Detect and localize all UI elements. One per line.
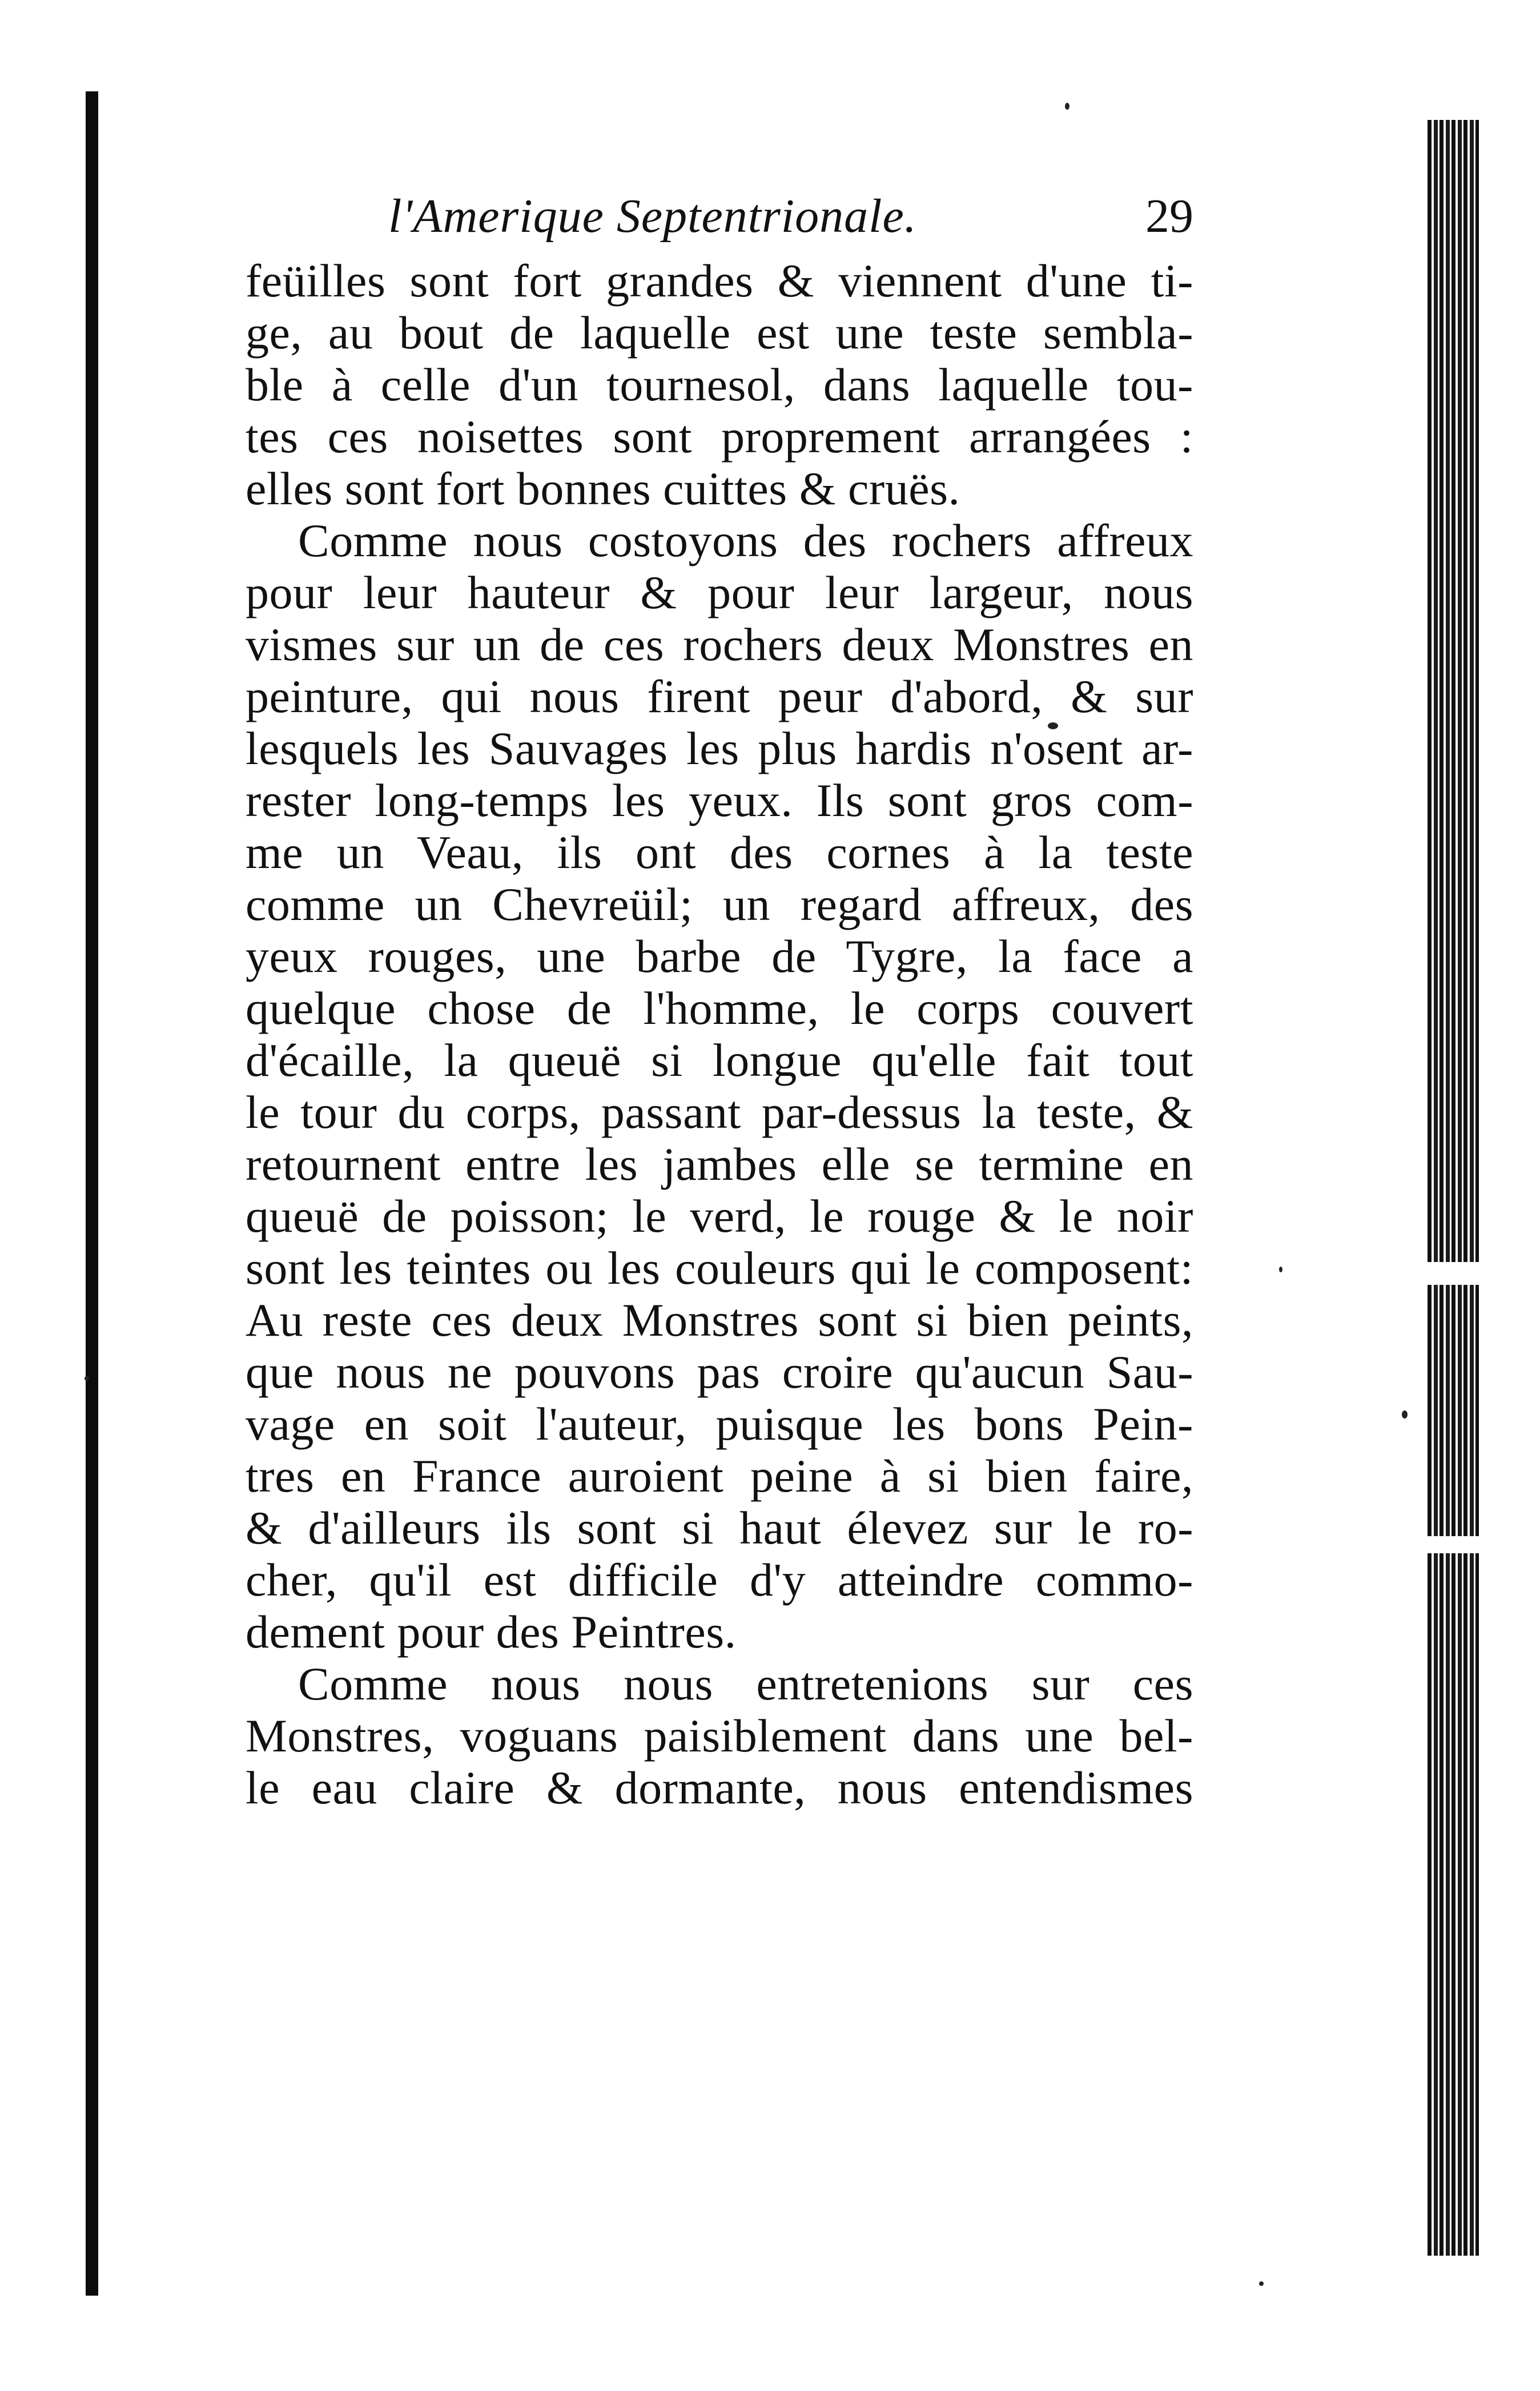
- text-line: tres en France auroient peine à si bien faire,: [246, 1450, 1193, 1502]
- text-line: lesquels les Sauvages les plus hardis n'osent ar-: [246, 722, 1193, 774]
- text-line: peinture, qui nous firent peur d'abord, & sur: [246, 670, 1193, 722]
- text-line: elles sont fort bonnes cuittes & cruës.: [246, 463, 960, 515]
- paragraph: [246, 1658, 1193, 1814]
- paragraph: [246, 255, 1193, 515]
- text-line: vage en soit l'auteur, puisque les bons Pein-: [246, 1398, 1193, 1450]
- page-number: 29: [1145, 190, 1193, 243]
- text-line: pour leur hauteur & pour leur largeur, nous: [246, 566, 1193, 618]
- scan-speck: [1279, 1267, 1282, 1272]
- paragraph: [246, 515, 1193, 1658]
- text-line: que nous ne pouvons pas croire qu'aucun Sau-: [246, 1346, 1193, 1398]
- text-line: & d'ailleurs ils sont si haut élevez sur le ro-: [246, 1502, 1193, 1554]
- text-line: retournent entre les jambes elle se termine en: [246, 1138, 1193, 1190]
- text-line: comme un Chevreüil; un regard affreux, des: [246, 878, 1193, 930]
- scan-speck: [1065, 103, 1069, 110]
- text-line: le eau claire & dormante, nous entendismes: [246, 1762, 1193, 1814]
- text-line: d'écaille, la queuë si longue qu'elle fait tout: [246, 1034, 1193, 1086]
- text-line: rester long-temps les yeux. Ils sont gros com-: [246, 774, 1193, 826]
- running-title: l'Amerique Septentrionale.: [388, 190, 917, 243]
- running-head: [246, 188, 1193, 251]
- scan-edge-left: [86, 91, 98, 2296]
- scan-speck: [1259, 2281, 1264, 2286]
- text-line: feüilles sont fort grandes & viennent d'une ti-: [246, 255, 1193, 307]
- text-line: vismes sur un de ces rochers deux Monstres en: [246, 618, 1193, 670]
- text-line: le tour du corps, passant par-dessus la teste, &: [246, 1086, 1193, 1138]
- text-line: ge, au bout de laquelle est une teste sembla-: [246, 307, 1193, 359]
- text-line: Comme nous nous entretenions sur ces: [298, 1658, 1193, 1710]
- text-line: Monstres, voguans paisiblement dans une bel-: [246, 1710, 1193, 1762]
- text-line: dement pour des Peintres.: [246, 1606, 737, 1658]
- text-line: sont les teintes ou les couleurs qui le composent:: [246, 1242, 1193, 1294]
- text-line: queuë de poisson; le verd, le rouge & le noir: [246, 1190, 1193, 1242]
- text-line: Au reste ces deux Monstres sont si bien peints,: [246, 1294, 1193, 1346]
- text-line: me un Veau, ils ont des cornes à la teste: [246, 826, 1193, 878]
- scan-speck: [1402, 1411, 1408, 1418]
- scan-speck: [85, 1376, 89, 1381]
- scan-edge-gap: [1428, 1262, 1479, 1285]
- scan-edge-gap: [1428, 1536, 1479, 1553]
- text-line: tes ces noisettes sont proprement arrangées :: [246, 411, 1193, 463]
- text-line: ble à celle d'un tournesol, dans laquelle tou-: [246, 359, 1193, 411]
- book-page: [246, 188, 1193, 1814]
- scan-edge-right: [1428, 120, 1479, 2256]
- text-line: Comme nous costoyons des rochers affreux: [298, 515, 1193, 566]
- text-line: cher, qu'il est difficile d'y atteindre commo-: [246, 1554, 1193, 1606]
- text-line: quelque chose de l'homme, le corps couvert: [246, 982, 1193, 1034]
- text-line: yeux rouges, une barbe de Tygre, la face a: [246, 930, 1193, 982]
